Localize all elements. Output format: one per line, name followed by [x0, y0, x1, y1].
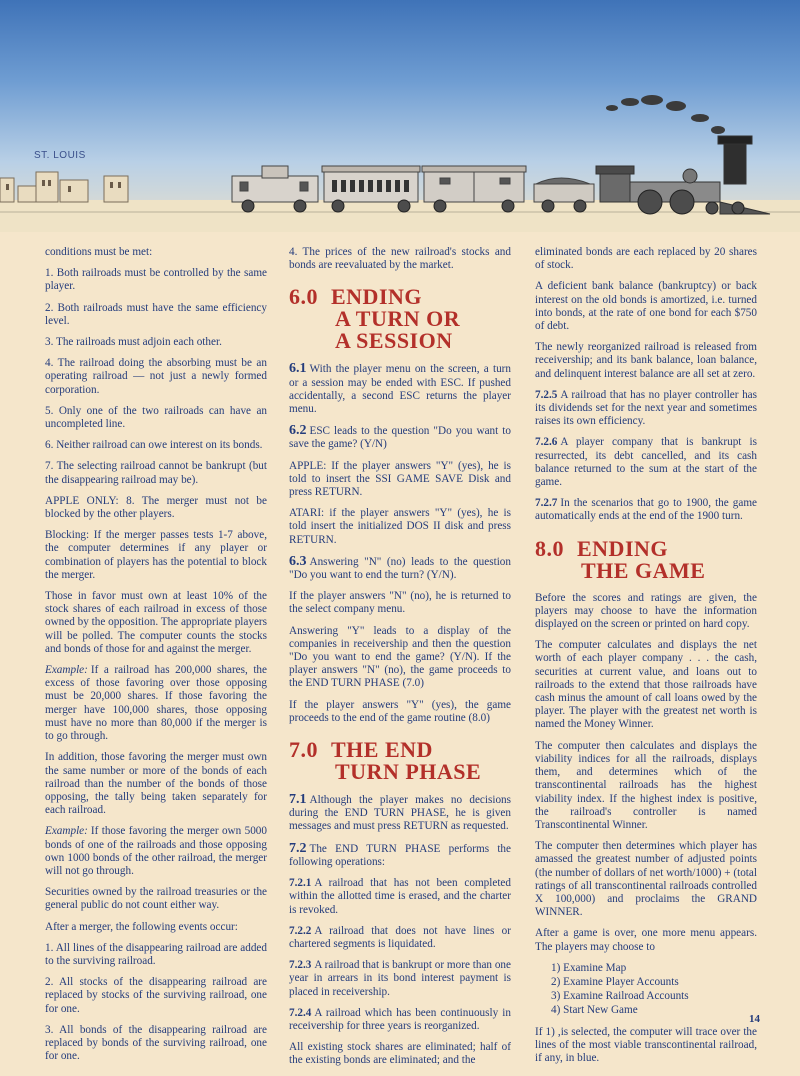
list-item: APPLE ONLY: 8. The merger must not be blocked by the other players. [45, 494, 267, 521]
heading-line: ENDING [577, 535, 669, 561]
paragraph: eliminated bonds are each replaced by 20 shares of stock. [535, 246, 757, 272]
example-paragraph [45, 825, 267, 878]
section-7-1 [289, 793, 511, 834]
list-item: 1. Both railroads must be controlled by the same player. [45, 267, 267, 293]
section-text: The END TURN PHASE performs the following operations: [289, 842, 511, 868]
section-6-2 [289, 424, 511, 451]
list-item: 6. Neither railroad can owe interest on its bonds. [45, 439, 263, 452]
section-number: 7.2.2 [289, 924, 312, 937]
paragraph: Before the scores and ratings are given, the players may choose to have the information displayed on the screen or printed on hard copy. [535, 591, 757, 631]
heading-line: A SESSION [335, 328, 453, 354]
section-number: 6.2 [289, 423, 307, 439]
list-item: 4. The railroad doing the absorbing must be an operating railroad — not just a newly formed corporation. [45, 357, 267, 396]
heading-line: TURN PHASE [335, 759, 482, 785]
heading-line: ENDING [331, 284, 423, 310]
section-number: 7.2.4 [289, 1006, 312, 1019]
paragraph: All existing stock shares are eliminated; half of the existing bonds are eliminated; and the [289, 1041, 511, 1067]
paragraph: The computer then determines which player has amassed the greatest number of adjusted points (the number of dollars of net worth/1000) + (total ratings of all transcontinental railroads controlled X 100,000) and proclaims the GRAND WINNER. [535, 840, 757, 919]
train-illustration [0, 0, 800, 232]
paragraph: If the player answers "Y" (yes), the game proceeds to the end of the game routine (8.0) [289, 698, 511, 724]
column-middle [289, 246, 511, 1076]
city-label: ST. LOUIS [34, 150, 86, 161]
menu-option: 4) Start New Game [551, 1004, 638, 1017]
section-number: 7.2.7 [535, 497, 558, 510]
section-text: A railroad that has no player controller has its dividends set for the next year and sometimes raises its own efficiency. [535, 388, 757, 428]
paragraph: conditions must be met: [45, 246, 153, 258]
list-item: 2. Both railroads must have the same efficiency level. [45, 301, 267, 327]
heading-number: 8.0 [535, 535, 564, 561]
section-number: 7.2 [289, 840, 307, 856]
section-number: 7.2.6 [535, 436, 558, 449]
page-number: 14 [749, 1013, 760, 1025]
heading-number: 6.0 [289, 284, 318, 310]
paragraph: A deficient bank balance (bankruptcy) or back interest on the old bonds is amortized, i.e. turned into bonds, at the rate of one bond for each $750 of debt. [535, 280, 757, 333]
section-heading-8 [535, 535, 757, 583]
section-7-2-6 [535, 436, 757, 489]
section-text: Although the player makes no decisions during the END TURN PHASE, he is given messages and must press RETURN as requested. [289, 794, 511, 833]
column-left [45, 246, 267, 1071]
section-text: With the player menu on the screen, a turn or a session may be ended with ESC. If pushed accidentally, a second ESC returns the player menu. [289, 363, 511, 416]
section-number: 6.1 [289, 361, 307, 377]
section-6-3 [289, 555, 511, 582]
section-text: A railroad which has been continuously in receivership for three years is reorganized. [289, 1006, 511, 1032]
paragraph: The computer then calculates and displays the viability indices for all the railroads, displays them, and determines which of the transcontinental railroads has the highest viability index. If the highest index is positive, the railroad's controller is named Transcontinental Winner. [535, 739, 757, 831]
header-illustration [0, 0, 800, 232]
section-7-2-1 [289, 877, 511, 917]
paragraph: Those in favor must own at least 10% of the stock shares of each railroad in excess of those owned by the opposition. The appropriate players will be polled. The computer counts the stocks and bonds of those for and against the merger. [45, 590, 267, 655]
section-text: ESC leads to the question "Do you want to save the game? (Y/N) [289, 425, 511, 451]
section-text: A railroad that is bankrupt or more than one year in arrears in its bond interest payment is placed in receivership. [289, 959, 511, 998]
example-text: If those favoring the merger own 5000 bonds of one of the railroads and those opposing own 1000 bonds of the other railroad, the merger will not go through. [45, 825, 267, 877]
example-paragraph [45, 664, 267, 743]
column-right [535, 246, 757, 1073]
list-item: 7. The selecting railroad cannot be bankrupt (but the disappearing railroad may be). [45, 460, 267, 486]
list-item: 2. All stocks of the disappearing railroad are replaced by stocks of the surviving railroad, one for one. [45, 976, 267, 1015]
paragraph: Securities owned by the railroad treasuries or the general public do not count either way. [45, 886, 267, 912]
end-game-menu [551, 962, 757, 1018]
section-text: A player company that is bankrupt is resurrected, its debt cancelled, and its cash balance returned to the sum at the start of the game. [535, 436, 757, 489]
example-text: If a railroad has 200,000 shares, the excess of those favoring over those opposing must be 20,000 shares. If those favoring the merger have 100,000 shares, those opposing must have no more than 80,000 if the merger is to go through. [45, 664, 267, 743]
menu-option: 1) Examine Map [551, 961, 627, 974]
paragraph: In addition, those favoring the merger must own the same number or more of the bonds of each railroad than the number of the bonds of those opposing, the tally being taken separately for each railroad. [45, 751, 267, 817]
example-label: Example: [45, 825, 88, 838]
section-6-1 [289, 362, 511, 416]
section-number: 7.2.1 [289, 877, 312, 890]
menu-option: 2) Examine Player Accounts [551, 975, 679, 988]
heading-line: THE END [331, 737, 433, 763]
paragraph: After a game is over, one more menu appears. The players may choose to [535, 927, 757, 953]
paragraph: If 1) ,is selected, the computer will trace over the lines of the most viable transcontinental railroad, if any, in blue. [535, 1025, 757, 1064]
list-item: 1. All lines of the disappearing railroad are added to the surviving railroad. [45, 941, 267, 967]
paragraph: After a merger, the following events occur: [45, 920, 238, 933]
paragraph: ATARI: if the player answers "Y" (yes), he is told insert the initialized DOS II disk and press RETURN. [289, 507, 511, 546]
section-7-2-7 [535, 497, 757, 523]
paragraph: The newly reorganized railroad is released from receivership; and its bank balance, loan balance, and delinquent interest balance are all set at zero. [535, 341, 757, 380]
section-7-2-5 [535, 389, 757, 429]
section-heading-6 [289, 286, 511, 352]
section-heading-7 [289, 739, 511, 783]
section-number: 7.2.3 [289, 959, 312, 972]
section-7-2-2 [289, 925, 511, 951]
paragraph: Blocking: If the merger passes tests 1-7 above, the computer determines if any player or combination of players has the potential to block the merger. [45, 529, 267, 581]
paragraph: If the player answers "N" (no), he is returned to the select company menu. [289, 590, 511, 616]
heading-line: THE GAME [581, 557, 706, 583]
section-7-2 [289, 842, 511, 869]
section-text: A railroad that has not been completed within the allotted time is erased, and the charter is revoked. [289, 877, 511, 916]
section-number: 6.3 [289, 553, 307, 569]
heading-line: A TURN OR [335, 306, 461, 332]
section-text: Answering "N" (no) leads to the question "Do you want to end the turn? (Y/N). [289, 555, 511, 582]
section-text: In the scenarios that go to 1900, the game automatically ends at the end of the 1900 turn. [535, 497, 757, 523]
example-label: Example: [45, 664, 88, 677]
list-item: 3. All bonds of the disappearing railroad are replaced by bonds of the surviving railroad, one for one. [45, 1023, 267, 1063]
paragraph: Answering "Y" leads to a display of the companies in receivership and then the question "Do you want to end the game? (Y/N). If the player answers "N" (no), the game proceeds to the END TURN PHASE (7.0) [289, 624, 511, 690]
section-7-2-4 [289, 1007, 511, 1033]
paragraph: The computer calculates and displays the net worth of each player company . . . the cash, securities at current value, and loans out to railroads to the extend that those railroads have cash minus the amount of call loans owed by the player. The player with the greatest net worth is named the Money Winner. [535, 639, 757, 731]
paragraph: APPLE: If the player answers "Y" (yes), he is told to insert the SSI GAME SAVE Disk and press RETURN. [289, 459, 511, 499]
heading-number: 7.0 [289, 737, 318, 763]
section-number: 7.2.5 [535, 388, 558, 401]
list-item: 4. The prices of the new railroad's stocks and bonds are reevaluated by the market. [289, 246, 511, 272]
section-7-2-3 [289, 959, 511, 999]
menu-option: 3) Examine Railroad Accounts [551, 990, 689, 1003]
section-text: A railroad that does not have lines or chartered segments is liquidated. [289, 924, 511, 950]
section-number: 7.1 [289, 792, 307, 808]
list-item: 5. Only one of the two railroads can have an uncompleted line. [45, 404, 267, 431]
list-item: 3. The railroads must adjoin each other. [45, 336, 222, 349]
